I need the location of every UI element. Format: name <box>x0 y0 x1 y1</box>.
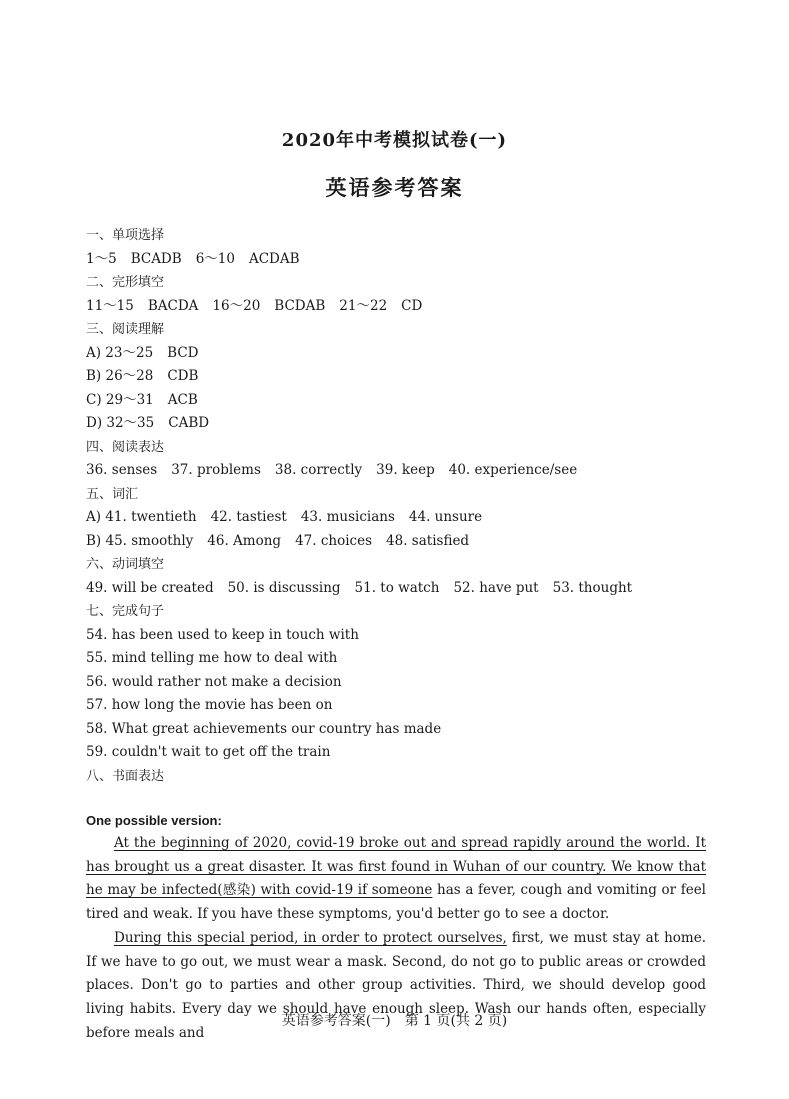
answer-item: 57. how long the movie has been on <box>86 697 333 713</box>
answer-line <box>86 506 706 530</box>
answer-item: 52. have put <box>453 579 539 596</box>
section-heading: 三、阅读理解 <box>86 322 165 337</box>
section-heading: 二、完形填空 <box>86 275 165 290</box>
sample-label: One possible version: <box>86 813 222 828</box>
answer-item: 50. is discussing <box>227 579 341 596</box>
answer-item: BCDAB <box>274 297 326 314</box>
answer-item: 11～15 <box>86 297 134 314</box>
answer-item: 16～20 <box>212 297 261 314</box>
answer-line <box>86 577 706 601</box>
answer-line <box>86 295 706 319</box>
answer-item: 38. correctly <box>274 462 363 478</box>
answer-item: BCADB <box>130 250 182 267</box>
answer-item: 59. couldn't wait to get off the train <box>86 744 331 760</box>
answer-item: 37. problems <box>171 462 261 478</box>
section-heading: 八、书面表达 <box>86 768 165 784</box>
answer-item: 51. to watch <box>354 579 440 596</box>
answer-item: 53. thought <box>552 579 633 596</box>
answer-line <box>86 412 706 436</box>
essay-paragraph-1 <box>86 832 706 927</box>
answer-item: ACDAB <box>248 250 300 267</box>
answer-item: 44. unsure <box>408 509 483 525</box>
answer-item: B) 45. smoothly <box>86 532 194 549</box>
answer-item: ACB <box>167 391 198 408</box>
answer-line <box>86 248 706 272</box>
answer-item: 42. tastiest <box>210 509 287 525</box>
answer-item: 48. satisfied <box>386 532 470 549</box>
paragraph-text: first, we must stay at home. If we have to go out, we must wear a mask. Second, do not go to public areas or crowded places. Don't go to parties and other group activities. Third, we should develop good living habits. Every day we should have enough sleep. Wash our hands often, especially before meals and <box>86 929 706 1041</box>
answer-item: 40. experience/see <box>448 462 578 478</box>
answer-line <box>86 694 706 718</box>
section-heading: 四、阅读表达 <box>86 439 165 455</box>
answer-item: 6～10 <box>195 250 235 267</box>
section-heading: 五、词汇 <box>86 486 139 502</box>
answer-line <box>86 389 706 413</box>
answer-item: 47. choices <box>295 532 373 549</box>
answer-line <box>86 530 706 554</box>
answer-sections <box>86 224 706 788</box>
page-footer: 英语参考答案(一) 第 1 页(共 2 页) <box>281 1013 508 1029</box>
answer-line <box>86 459 706 483</box>
underlined-text: During this special period, in order to protect ourselves, <box>114 929 507 946</box>
answer-item: 36. senses <box>86 462 158 478</box>
answer-item: BACDA <box>147 297 199 314</box>
answer-line <box>86 718 706 742</box>
answer-item: 43. musicians <box>300 509 395 525</box>
answer-item: 39. keep <box>376 462 435 478</box>
answer-item: CD <box>401 297 423 314</box>
underlined-text: At the beginning of 2020, covid-19 broke out and spread rapidly around the world. It has brought us a great disaster. It was first found in Wuhan of our country. We know that he may be infected(感染) with covid-19 if someone <box>86 835 706 899</box>
answer-item: 21～22 <box>339 297 388 314</box>
answer-item: A) 41. twentieth <box>86 509 197 525</box>
answer-item: 58. What great achievements our country has made <box>86 720 442 737</box>
answer-item: B) 26～28 <box>86 368 154 384</box>
exam-title: 2020年中考模拟试卷(一) <box>281 130 508 151</box>
section-heading: 一、单项选择 <box>86 228 165 243</box>
answer-line <box>86 624 706 648</box>
answer-item: 54. has been used to keep in touch with <box>86 626 359 643</box>
answer-item: BCD <box>167 344 199 361</box>
answer-line <box>86 741 706 765</box>
paragraph-text: has a fever, cough and vomiting or feel tired and weak. If you have these symptoms, you'd better go to see a doctor. <box>86 882 706 923</box>
answer-item: 55. mind telling me how to deal with <box>86 650 338 666</box>
answer-line <box>86 647 706 671</box>
answer-item: 1～5 <box>86 250 117 267</box>
answer-item: CDB <box>167 368 199 384</box>
answer-item: C) 29～31 <box>86 391 154 408</box>
section-heading: 六、动词填空 <box>86 557 165 572</box>
answer-item: 46. Among <box>207 532 282 549</box>
answer-item: 56. would rather not make a decision <box>86 673 342 690</box>
answer-line <box>86 342 706 366</box>
answer-key-title: 英语参考答案 <box>325 175 464 200</box>
section-heading: 七、完成句子 <box>86 604 165 619</box>
answer-item: A) 23～25 <box>86 344 154 361</box>
answer-item: 49. will be created <box>86 579 214 596</box>
answer-item: D) 32～35 <box>86 415 155 431</box>
answer-line <box>86 671 706 695</box>
answer-item: CABD <box>168 415 210 431</box>
answer-line <box>86 365 706 389</box>
